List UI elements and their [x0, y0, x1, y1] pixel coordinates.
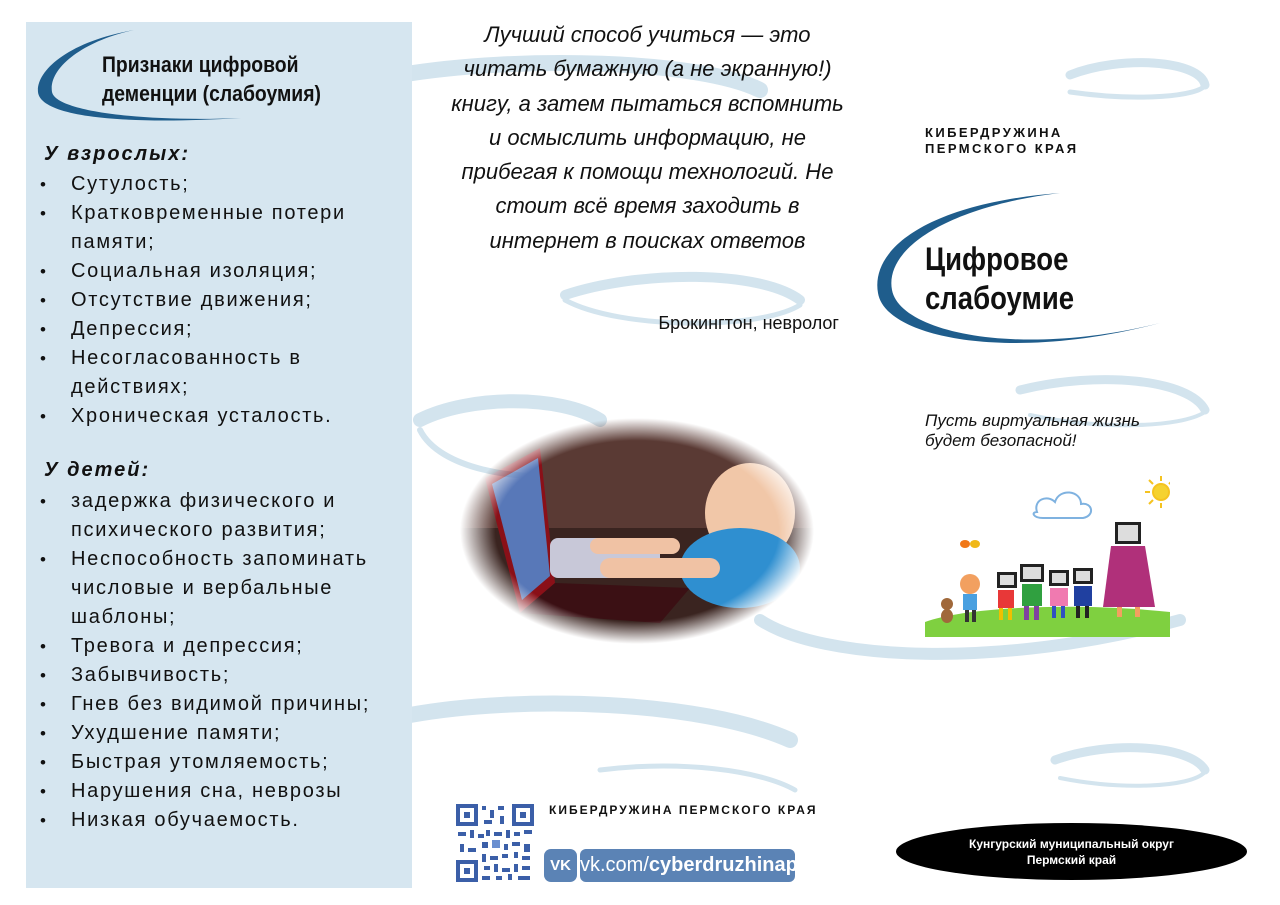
kids-screens-illustration	[925, 472, 1170, 662]
child-laptop-photo	[460, 418, 815, 644]
list-item: • Сутулость;	[40, 170, 400, 199]
region-badge	[896, 823, 1247, 880]
quote-text: Лучший способ учиться — это читать бумажную (а не экранную!) книгу, а затем пытаться вспомнить и осмыслить информацию, не прибегая к помощи технологий. Не стоит всё время заходить в интернет в поисках ответов	[451, 22, 844, 253]
adults-symptom-list	[40, 170, 400, 431]
main-title-line1: Цифровое	[925, 241, 1069, 277]
sun-icon	[1145, 476, 1170, 508]
vk-domain: vk.com/	[580, 854, 649, 876]
children-symptom-list	[40, 487, 400, 835]
vk-link[interactable]	[580, 849, 809, 882]
list-item: • Депрессия;	[40, 315, 400, 344]
vk-icon[interactable]: VK	[544, 849, 577, 882]
list-item: • Забывчивость;	[40, 661, 400, 690]
adult-screen-head-figure	[1103, 522, 1155, 617]
list-item: • Гнев без видимой причины;	[40, 690, 400, 719]
qr-code	[456, 804, 534, 882]
tagline	[925, 411, 1140, 451]
region-line2: Пермский край	[1026, 852, 1117, 867]
cloud-icon	[1034, 492, 1091, 518]
tagline-line1: Пусть виртуальная жизнь	[925, 411, 1140, 430]
list-item: • Низкая обучаемость.	[40, 806, 400, 835]
org-name-line1: КИБЕРДРУЖИНА	[925, 125, 1063, 140]
list-item: • Отсутствие движения;	[40, 286, 400, 315]
grass-ground	[925, 607, 1170, 637]
list-item: • Хроническая усталость.	[40, 402, 400, 431]
list-item: • Нарушения сна, неврозы	[40, 777, 400, 806]
quote-author: Брокингтон, невролог	[658, 313, 839, 333]
left-panel	[26, 22, 412, 888]
butterfly-icon	[960, 540, 980, 548]
list-item: • Несогласованность в действиях;	[40, 344, 400, 402]
vk-handle: cyberdruzhinapk	[648, 854, 809, 876]
main-title	[925, 240, 1074, 318]
list-item: • Быстрая утомляемость;	[40, 748, 400, 777]
adults-heading: У взрослых:	[44, 143, 190, 165]
children-heading: У детей:	[44, 459, 151, 481]
brand-name-footer: КИБЕРДРУЖИНА ПЕРМСКОГО КРАЯ	[549, 803, 818, 817]
teddy-bear-icon	[941, 598, 953, 623]
org-name-line2: ПЕРМСКОГО КРАЯ	[925, 141, 1079, 156]
list-item: • Социальная изоляция;	[40, 257, 400, 286]
organization-name	[925, 125, 1079, 157]
tagline-line2: будет безопасной!	[925, 431, 1077, 450]
list-item: • Неспособность запоминать числовые и вербальные шаблоны;	[40, 545, 400, 632]
main-title-line2: слабоумие	[925, 280, 1075, 316]
list-item: • Тревога и депрессия;	[40, 632, 400, 661]
left-panel-title: Признаки цифровой деменции (слабоумия)	[102, 52, 321, 106]
list-item: • Ухудшение памяти;	[40, 719, 400, 748]
list-item: • задержка физического и психического развития;	[40, 487, 400, 545]
list-item: • Кратковременные потери памяти;	[40, 199, 400, 257]
region-line1: Кунгурский муниципальный округ	[969, 836, 1174, 851]
